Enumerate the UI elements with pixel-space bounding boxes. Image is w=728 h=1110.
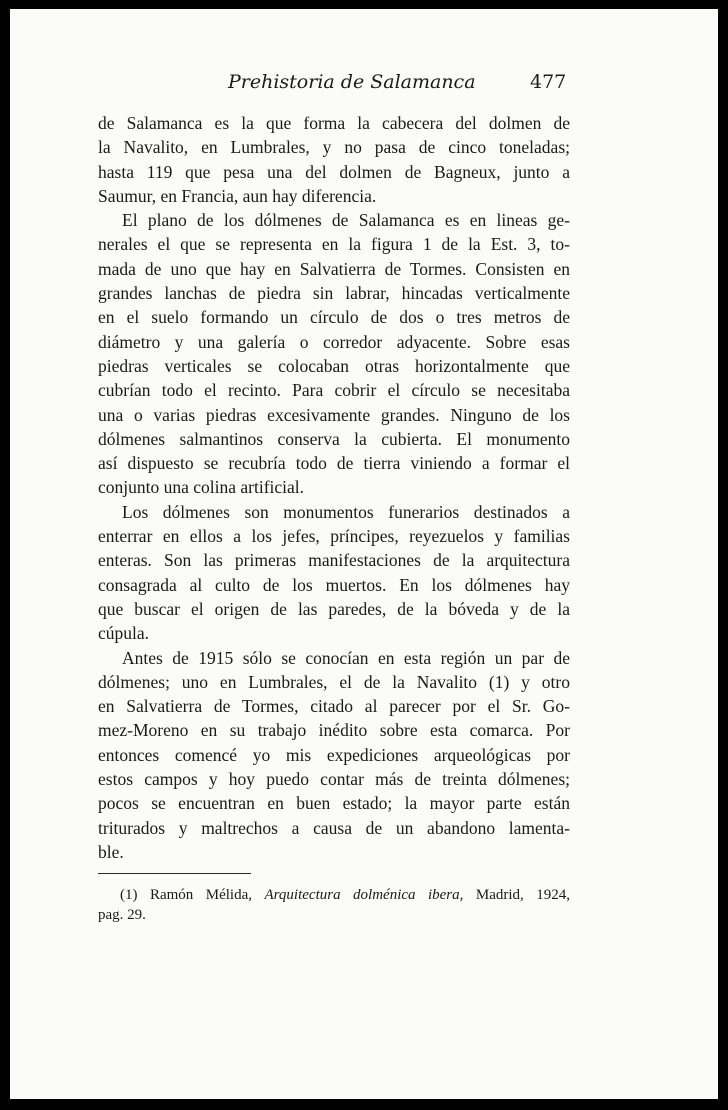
body-text	[98, 111, 570, 864]
paragraph	[98, 111, 570, 208]
text-line: pocos se encuentran en buen estado; la mayor parte están	[98, 793, 570, 814]
text-line: triturados y maltrechos a causa de un abandono lamenta-	[98, 817, 570, 838]
footnote-divider	[98, 873, 251, 874]
paragraph	[98, 208, 570, 500]
footnote-rest: Madrid, 1924,	[475, 887, 570, 903]
text-line: en el suelo formando un círculo de dos o tres metros de	[98, 307, 570, 328]
text-line: cúpula.	[98, 623, 150, 644]
text-line: mez-Moreno en su trabajo inédito sobre esta comarca. Por	[98, 720, 570, 741]
text-line: así dispuesto se recubría todo de tierra viniendo a formar el	[98, 453, 570, 474]
text-line: conjunto una colina artificial.	[98, 477, 305, 498]
text-line: estos campos y hoy puedo contar más de treinta dólmenes;	[98, 769, 570, 790]
footnote	[98, 885, 570, 925]
paragraph	[98, 646, 570, 865]
footnote-line: pag. 29.	[98, 907, 146, 923]
text-line: ble.	[98, 841, 124, 862]
text-line: entonces comencé yo mis expediciones arqueológicas por	[98, 744, 570, 765]
text-line: cubrían todo el recinto. Para cobrir el círculo se necesitaba	[98, 380, 570, 401]
text-line: grandes lanchas de piedra sin labrar, hincadas verticalmente	[98, 283, 570, 304]
text-line: en Salvatierra de Tormes, citado al parecer por el Sr. Go-	[98, 696, 570, 717]
page-header	[10, 71, 718, 97]
text-line: piedras verticales se colocaban otras horizontalmente que	[98, 355, 570, 376]
text-line: El plano de los dólmenes de Salamanca es en lineas ge-	[122, 210, 570, 231]
paragraph	[98, 500, 570, 646]
running-title: Prehistoria de Salamanca	[228, 71, 476, 93]
text-line: dólmenes; uno en Lumbrales, el de la Navalito (1) y otro	[98, 671, 570, 692]
text-line: enteras. Son las primeras manifestaciones de la arquitectura	[98, 550, 570, 571]
footnote-line	[98, 885, 570, 905]
footnote-title: Arquitectura dolménica ibera,	[264, 887, 464, 903]
footnote-marker: (1) Ramón Mélida,	[120, 887, 252, 903]
text-line: nerales el que se representa en la figura 1 de la Est. 3, to-	[98, 234, 570, 255]
text-line: de Salamanca es la que forma la cabecera del dolmen de	[98, 113, 570, 133]
page-number: 477	[530, 71, 567, 93]
text-line: hasta 119 que pesa una del dolmen de Bagneux, junto a	[98, 161, 570, 182]
book-page	[10, 9, 718, 1099]
text-line: dólmenes salmantinos conserva la cubierta. El monumento	[98, 428, 570, 449]
text-line: una o varias piedras excesivamente grandes. Ninguno de los	[98, 404, 570, 425]
text-line: consagrada al culto de los muertos. En los dólmenes hay	[98, 574, 570, 595]
text-line: que buscar el origen de las paredes, de la bóveda y de la	[98, 598, 570, 619]
text-line: Saumur, en Francia, aun hay diferencia.	[98, 185, 377, 206]
text-line: diámetro y una galería o corredor adyacente. Sobre esas	[98, 331, 570, 352]
text-line: enterrar en ellos a los jefes, príncipes, reyezuelos y familias	[98, 526, 570, 547]
text-line: la Navalito, en Lumbrales, y no pasa de cinco toneladas;	[98, 137, 570, 158]
text-line: mada de uno que hay en Salvatierra de Tormes. Consisten en	[98, 258, 570, 279]
text-line: Antes de 1915 sólo se conocían en esta región un par de	[122, 647, 570, 668]
text-line: Los dólmenes son monumentos funerarios destinados a	[122, 501, 570, 522]
